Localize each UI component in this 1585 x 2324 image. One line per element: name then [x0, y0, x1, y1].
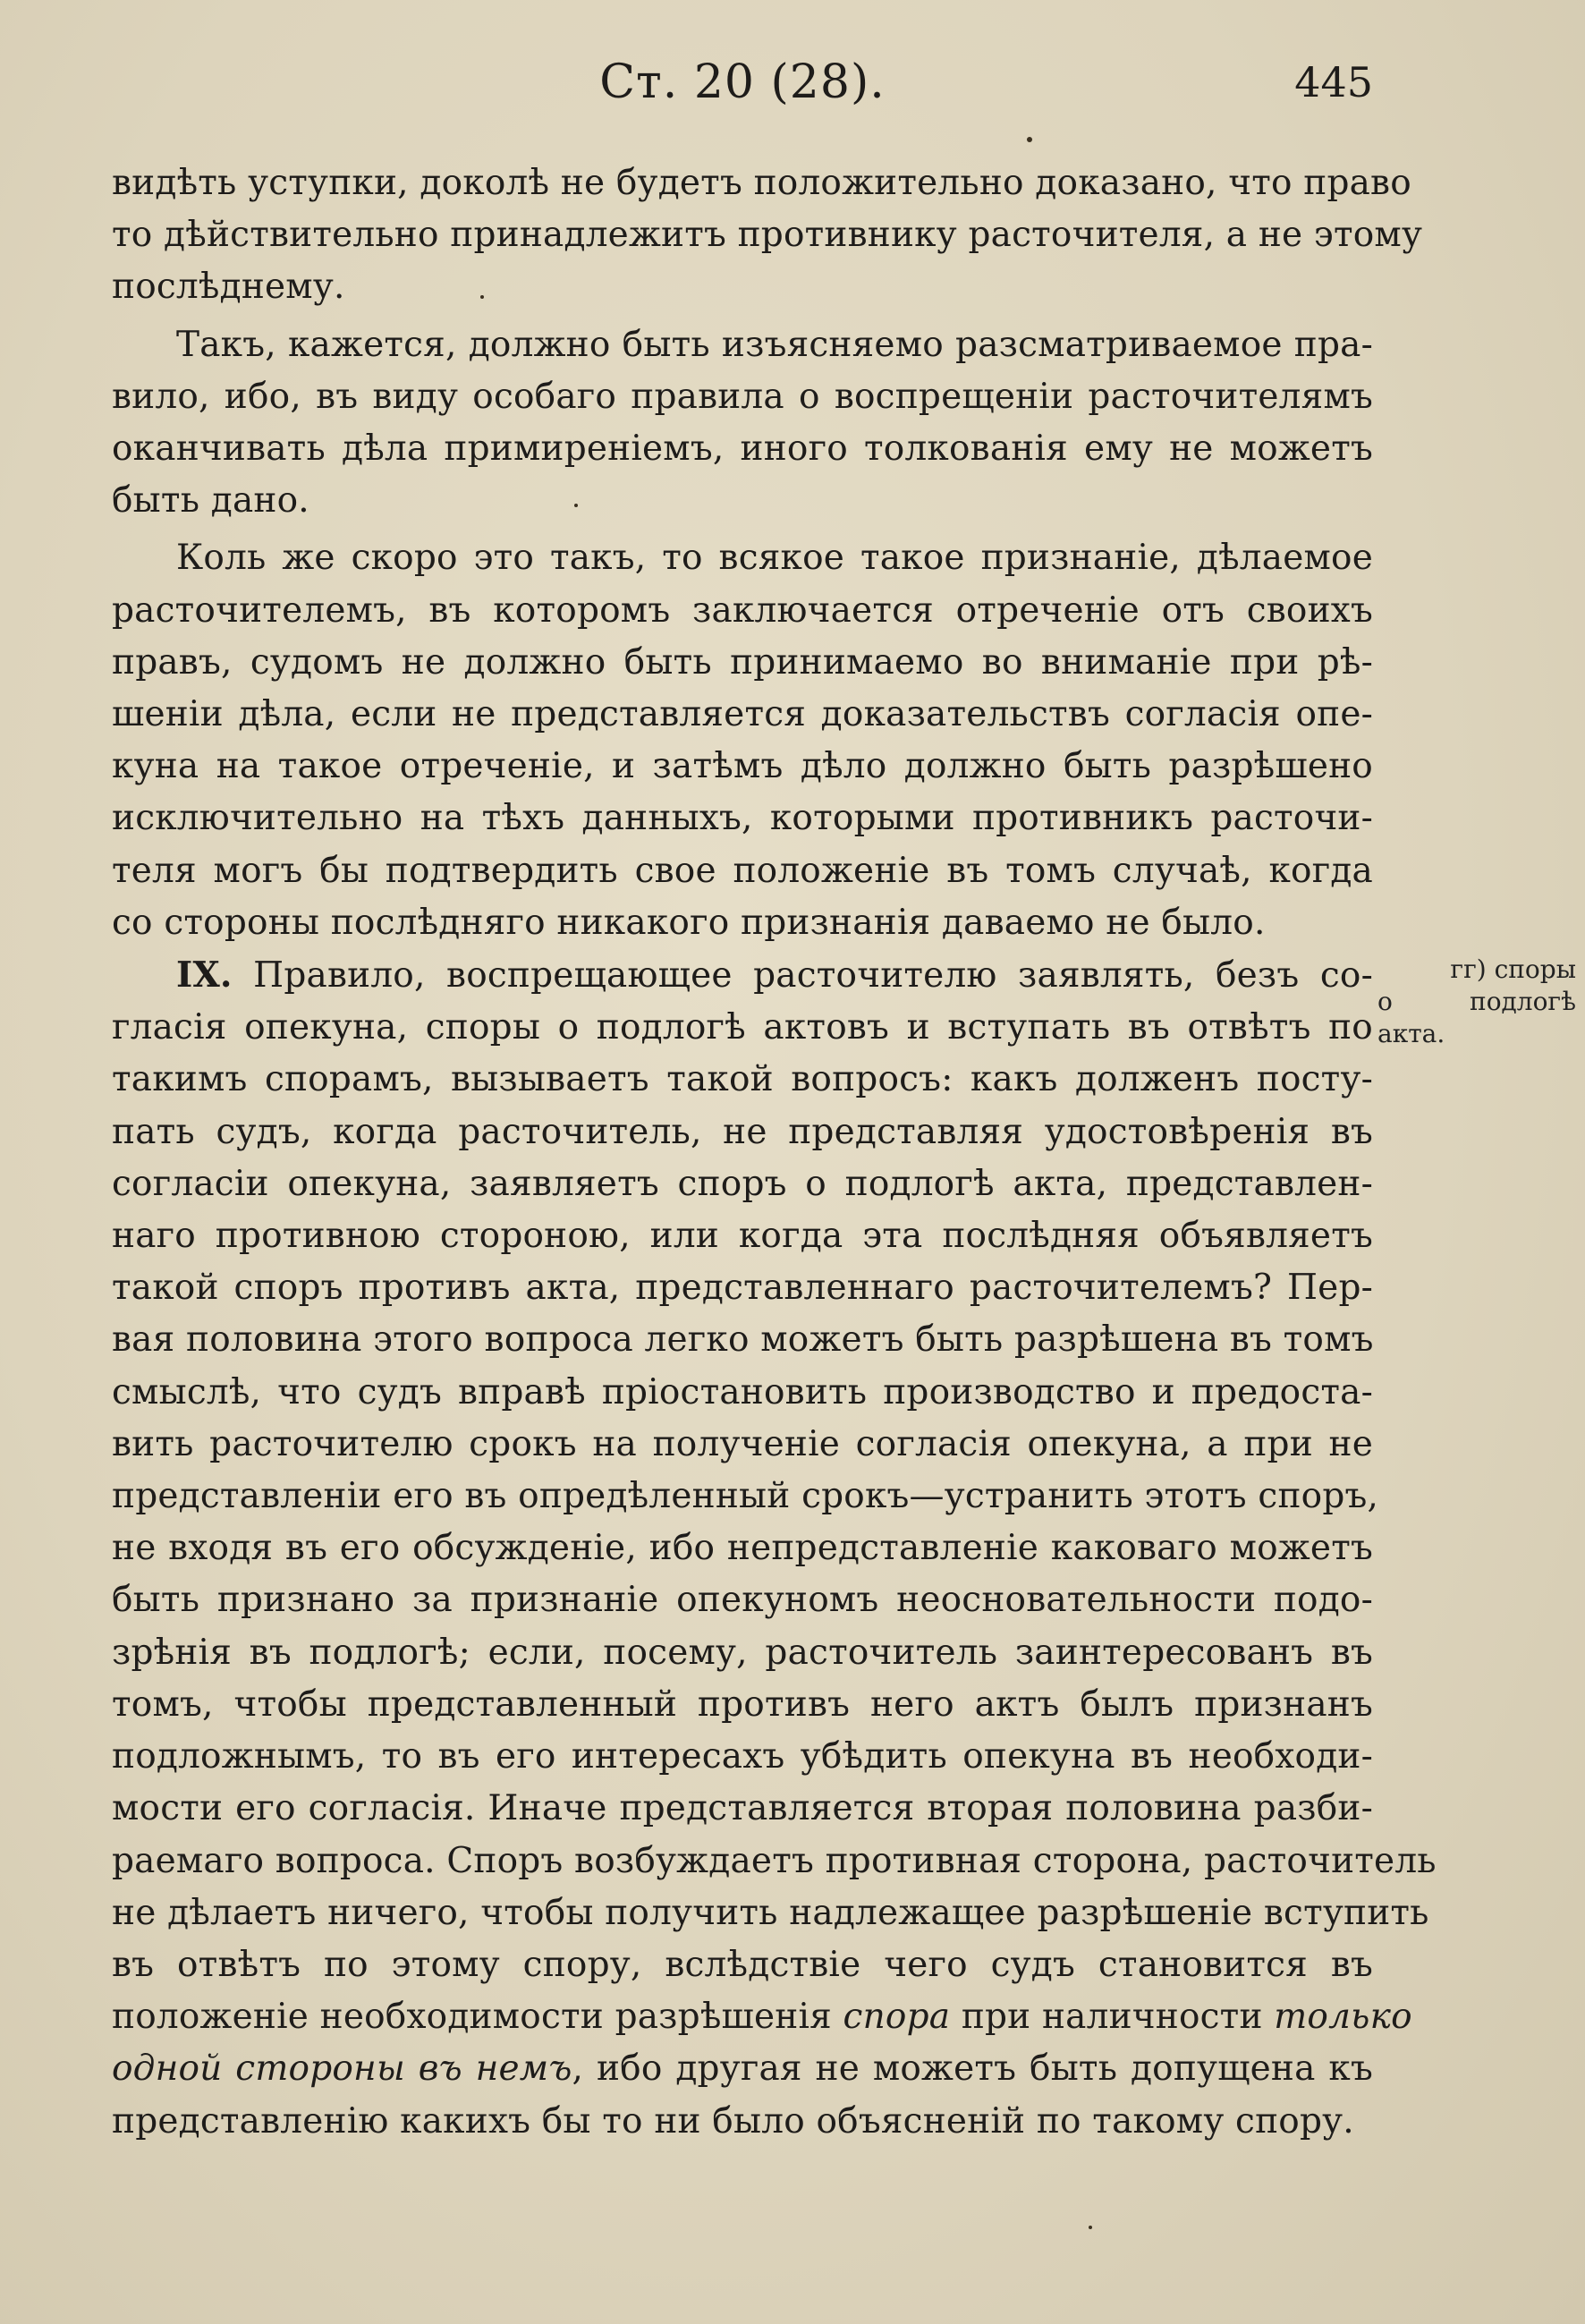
margin-note-line: акта. — [1377, 1019, 1445, 1048]
text-line: быть дано. — [112, 480, 309, 522]
text-run: , ибо другая не можетъ быть допущена къ — [572, 2048, 1373, 2090]
text-line: подложнымъ, то въ его интересахъ убѣдить опекуна въ необходи- — [112, 1736, 1373, 1777]
text-line: представленіи его въ опредѣленный срокъ—устранить этотъ споръ, — [112, 1476, 1379, 1517]
text-line: теля могъ бы подтвердить свое положеніе въ томъ случаѣ, когда — [112, 850, 1373, 891]
italic-run: только — [1274, 1997, 1412, 2038]
text-line: куна на такое отреченіе, и затѣмъ дѣло должно быть разрѣшено — [112, 746, 1373, 787]
text-line: представленію какихъ бы то ни было объясненій по такому спору. — [112, 2100, 1354, 2142]
margin-note-line: гг) споры — [1450, 954, 1576, 984]
text-line-with-italics — [112, 1991, 1412, 2043]
text-run: положеніе необходимости разрѣшенія — [112, 1997, 843, 2038]
ink-speck — [480, 295, 484, 299]
text-line: согласіи опекуна, заявляетъ споръ о подлогѣ акта, представлен- — [112, 1163, 1373, 1204]
text-line: правъ, судомъ не должно быть принимаемо во вниманіе при рѣ- — [112, 641, 1373, 683]
text-line: гласія опекуна, споры о подлогѣ актовъ и вступать въ отвѣтъ по — [112, 1007, 1373, 1048]
ink-speck — [574, 504, 578, 507]
text-run: при наличности — [950, 1997, 1275, 2038]
text-line: вая половина этого вопроса легко можетъ быть разрѣшена въ томъ — [112, 1319, 1374, 1361]
text-line: наго противною стороною, или когда эта послѣдняя объявляетъ — [112, 1216, 1373, 1257]
text-line: зрѣнія въ подлогѣ; если, посему, расточитель заинтересованъ въ — [112, 1632, 1373, 1673]
section-first-line-text: Правило, воспрещающее расточителю заявлять, безъ со- — [253, 955, 1373, 997]
running-head: Ст. 20 (28). — [599, 55, 886, 109]
text-line: не дѣлаетъ ничего, чтобы получить надлежащее разрѣшеніе вступить — [112, 1892, 1429, 1933]
text-line: Коль же скоро это такъ, то всякое такое признаніе, дѣлаемое — [176, 538, 1373, 579]
text-line: со стороны послѣдняго никакого признанія даваемо не было. — [112, 902, 1266, 943]
section-first-line — [112, 949, 1373, 1002]
text-line: раемаго вопроса. Споръ возбуждаетъ противная сторона, расточитель — [112, 1840, 1437, 1881]
margin-note-line — [1377, 986, 1585, 1018]
text-line: пать судъ, когда расточитель, не представляя удостовѣренія въ — [112, 1111, 1373, 1152]
text-line: расточителемъ, въ которомъ заключается отреченіе отъ своихъ — [112, 589, 1373, 631]
text-line: Такъ, кажется, должно быть изъясняемо разсматриваемое пра- — [176, 324, 1373, 365]
text-line: такимъ спорамъ, вызываетъ такой вопросъ: какъ долженъ посту- — [112, 1059, 1373, 1100]
italic-run: одной стороны въ немъ — [112, 2048, 572, 2090]
text-line: то дѣйствительно принадлежитъ противнику расточителя, а не этому — [112, 215, 1423, 256]
text-line: не входя въ его обсужденіе, ибо непредставленіе каковаго можетъ — [112, 1528, 1373, 1569]
text-line: такой споръ противъ акта, представленнаго расточителемъ? Пер- — [112, 1268, 1373, 1309]
text-line-with-italics — [112, 2043, 1373, 2095]
text-line: мости его согласія. Иначе представляется вторая половина разби- — [112, 1788, 1373, 1829]
text-line: смыслѣ, что судъ вправѣ пріостановить производство и предоста- — [112, 1371, 1373, 1412]
italic-run: спора — [843, 1997, 951, 2038]
text-line: въ отвѣтъ по этому спору, вслѣдствіе чего судъ становится въ — [112, 1944, 1373, 1985]
text-line: вило, ибо, въ виду особаго правила о воспрещеніи расточителямъ — [112, 376, 1373, 417]
text-line: видѣть уступки, доколѣ не будетъ положительно доказано, что право — [112, 163, 1411, 203]
text-line: шеніи дѣла, если не представляется доказательствъ согласія опе- — [112, 694, 1373, 735]
ink-speck — [1089, 2226, 1092, 2229]
body-text — [112, 157, 1437, 2148]
margin-note-word: о — [1377, 987, 1393, 1016]
page-number: 445 — [1294, 58, 1373, 106]
text-line: вить расточителю срокъ на полученіе согласія опекуна, а при не — [112, 1423, 1373, 1464]
text-line: быть признано за признаніе опекуномъ неосновательности подо- — [112, 1580, 1373, 1621]
text-line: послѣднему. — [112, 267, 345, 308]
text-line: исключительно на тѣхъ данныхъ, которыми противникъ расточи- — [112, 798, 1373, 839]
text-line: оканчивать дѣла примиреніемъ, иного толкованія ему не можетъ — [112, 428, 1373, 470]
margin-note-word: подлогѣ — [1470, 987, 1576, 1016]
section-number: IX. — [176, 954, 233, 997]
text-line: томъ, чтобы представленный противъ него актъ былъ признанъ — [112, 1684, 1373, 1725]
page-header — [112, 55, 1373, 109]
margin-note — [1377, 954, 1585, 1050]
ink-speck — [1027, 137, 1032, 142]
